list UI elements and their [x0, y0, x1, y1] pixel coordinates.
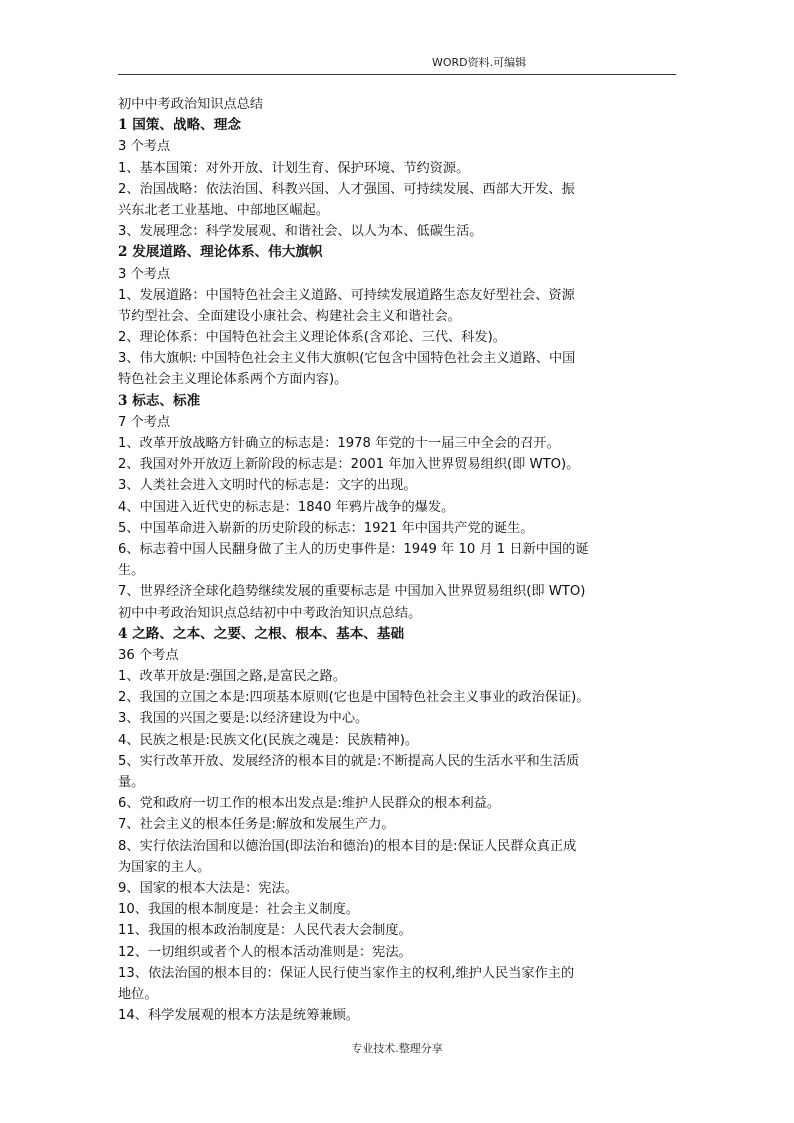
document-title: 初中中考政治知识点总结 [118, 97, 264, 112]
text-line: 8、实行依法治国和以德治国(即法治和德治)的根本目的是:保证人民群众真正成 [118, 838, 577, 854]
point-count: 3 个考点 [118, 266, 171, 282]
text-line: 地位。 [118, 986, 158, 1002]
text-line: 6、标志着中国人民翻身做了主人的历史事件是：1949 年 10 月 1 日新中国的诞 [118, 541, 589, 557]
text-line: 3、伟大旗帜: 中国特色社会主义伟大旗帜(它包含中国特色社会主义道路、中国 [118, 351, 576, 367]
text-line: 5、实行改革开放、发展经济的根本目的就是:不断提高人民的生活水平和生活质 [118, 753, 580, 769]
text-line: 1、改革开放是:强国之路,是富民之路。 [118, 669, 347, 685]
text-line: 特色社会主义理论体系两个方面内容)。 [118, 372, 348, 388]
text-line: 2、理论体系：中国特色社会主义理论体系(含邓论、三代、科发)。 [118, 330, 506, 346]
text-line: 节约型社会、全面建设小康社会、构建社会主义和谐社会。 [118, 308, 461, 324]
text-line: 6、党和政府一切工作的根本出发点是:维护人民群众的根本利益。 [118, 796, 501, 812]
text-line: 3、我国的兴国之要是:以经济建设为中心。 [118, 711, 369, 727]
text-line: 1、改革开放战略方针确立的标志是：1978 年党的十一届三中全会的召开。 [118, 436, 560, 451]
section-heading: 1 国策、战略、理念 [118, 117, 241, 134]
section-heading: 3 标志、标准 [118, 392, 201, 409]
text-line: 10、我国的根本制度是：社会主义制度。 [118, 902, 359, 918]
text-line: 兴东北老工业基地、中部地区崛起。 [118, 202, 329, 218]
text-line: 2、治国战略：依法治国、科教兴国、人才强国、可持续发展、西部大开发、振 [118, 181, 575, 197]
text-line: 4、中国进入近代史的标志是：1840 年鸦片战争的爆发。 [118, 499, 455, 515]
text-line: 3、发展理念：科学发展观、和谐社会、以人为本、低碳生活。 [118, 224, 483, 240]
text-line: 9、国家的根本大法是：宪法。 [118, 880, 298, 896]
text-line: 1、发展道路：中国特色社会主义道路、可持续发展道路生态友好型社会、资源 [118, 287, 575, 303]
point-count: 3 个考点 [118, 139, 171, 155]
text-line: 2、我国对外开放迈上新阶段的标志是：2001 年加入世界贸易组织(即 WTO)。 [118, 457, 580, 473]
text-line: 生。 [118, 563, 145, 579]
point-count: 7 个考点 [118, 414, 171, 430]
text-line: 12、一切组织或者个人的根本活动准则是：宪法。 [118, 944, 412, 960]
text-line: 1、基本国策：对外开放、计划生育、保护环境、节约资源。 [118, 160, 470, 176]
text-line: 2、我国的立国之本是:四项基本原则(它也是中国特色社会主义事业的政治保证)。 [118, 690, 590, 706]
text-line: 7、世界经济全球化趋势继续发展的重要标志是 中国加入世界贸易组织(即 WTO) [118, 584, 586, 600]
section-heading: 4 之路、之本、之要、之根、根本、基本、基础 [118, 625, 405, 642]
text-line: 量。 [118, 775, 145, 790]
page-header [118, 56, 676, 75]
text-line: 3、人类社会进入文明时代的标志是：文字的出现。 [118, 478, 417, 494]
header-text: WORD资料.可编辑 [432, 56, 527, 69]
text-line: 14、科学发展观的根本方法是统筹兼顾。 [118, 1008, 359, 1024]
text-line: 为国家的主人。 [118, 859, 211, 875]
page-footer: 专业技术.整理分享 [351, 1042, 443, 1055]
text-line: 4、民族之根是:民族文化(民族之魂是：民族精神)。 [118, 732, 419, 748]
document-body [118, 94, 698, 1026]
section-heading: 2 发展道路、理论体系、伟大旗帜 [118, 244, 323, 261]
text-line: 初中中考政治知识点总结初中中考政治知识点总结。 [118, 605, 422, 621]
text-line: 13、依法治国的根本目的：保证人民行使当家作主的权利,维护人民当家作主的 [118, 965, 575, 981]
text-line: 5、中国革命进入崭新的历史阶段的标志：1921 年中国共产党的诞生。 [118, 520, 534, 536]
text-line: 11、我国的根本政治制度是：人民代表大会制度。 [118, 923, 412, 939]
text-line: 7、社会主义的根本任务是:解放和发展生产力。 [118, 817, 395, 833]
point-count: 36 个考点 [118, 647, 179, 663]
